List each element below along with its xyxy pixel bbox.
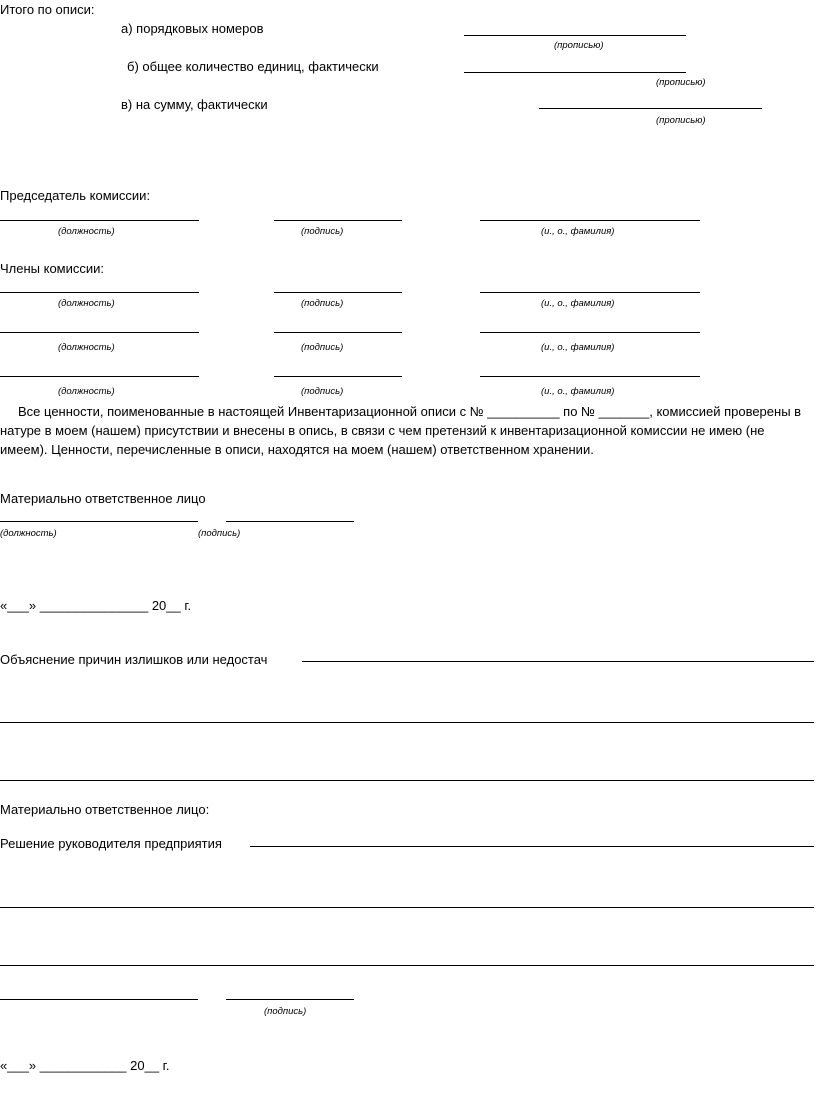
decision-line-2[interactable]: [0, 907, 814, 908]
member-2-name-caption: (и., о., фамилия): [541, 342, 615, 353]
item-b-line[interactable]: [464, 72, 686, 73]
decision-line-3[interactable]: [0, 965, 814, 966]
chairman-signature-line[interactable]: [274, 220, 402, 221]
member-3-name-line[interactable]: [480, 376, 700, 377]
statement-paragraph: Все ценности, поименованные в настоящей Инвентаризационной описи с № __________ по № _______, комиссией проверены в натуре в моем (нашем) присутствии и внесены в опись, в связи с чем претензий к инвентаризационной комиссии не имею (не имеем). Ценности, перечисленные в описи, находятся на моем (нашем) ответственном хранении.: [0, 404, 802, 457]
member-1-signature-line[interactable]: [274, 292, 402, 293]
item-c-caption: (прописью): [656, 115, 706, 126]
member-2-position-caption: (должность): [58, 342, 115, 353]
explanation-line-2[interactable]: [0, 722, 814, 723]
summary-item-b: б) общее количество единиц, фактически: [127, 59, 379, 74]
responsible-signature-caption: (подпись): [198, 528, 241, 539]
member-1-name-line[interactable]: [480, 292, 700, 293]
member-3-signature-caption: (подпись): [301, 386, 344, 397]
member-1-name-caption: (и., о., фамилия): [541, 298, 615, 309]
member-1-position-line[interactable]: [0, 292, 199, 293]
responsible-signature-line[interactable]: [226, 521, 354, 522]
item-b-caption: (прописью): [656, 77, 706, 88]
explanation-label: Объяснение причин излишков или недостач: [0, 652, 268, 667]
decision-signature-line[interactable]: [226, 999, 354, 1000]
chairman-position-line[interactable]: [0, 220, 199, 221]
summary-title: Итого по описи:: [0, 2, 95, 17]
member-2-signature-caption: (подпись): [301, 342, 344, 353]
member-2-signature-line[interactable]: [274, 332, 402, 333]
date-line-2: «___» ____________ 20__ г.: [0, 1058, 170, 1073]
chairman-name-line[interactable]: [480, 220, 700, 221]
responsible-2-label: Материально ответственное лицо:: [0, 802, 210, 817]
decision-signature-caption: (подпись): [264, 1006, 307, 1017]
member-2-position-line[interactable]: [0, 332, 199, 333]
summary-item-c: в) на сумму, фактически: [121, 97, 268, 112]
decision-position-line[interactable]: [0, 999, 198, 1000]
chairman-signature-caption: (подпись): [301, 226, 344, 237]
member-2-name-line[interactable]: [480, 332, 700, 333]
decision-label: Решение руководителя предприятия: [0, 836, 222, 851]
item-a-caption: (прописью): [554, 40, 604, 51]
members-label: Члены комиссии:: [0, 261, 105, 276]
chairman-name-caption: (и., о., фамилия): [541, 226, 615, 237]
member-1-signature-caption: (подпись): [301, 298, 344, 309]
responsible-position-caption: (должность): [0, 528, 57, 539]
item-c-line[interactable]: [539, 108, 762, 109]
decision-line-1[interactable]: [250, 846, 814, 847]
member-1-position-caption: (должность): [58, 298, 115, 309]
member-3-name-caption: (и., о., фамилия): [541, 386, 615, 397]
chairman-label: Председатель комиссии:: [0, 188, 151, 203]
member-3-position-line[interactable]: [0, 376, 199, 377]
member-3-signature-line[interactable]: [274, 376, 402, 377]
date-line-1: «___» _______________ 20__ г.: [0, 598, 192, 613]
explanation-line-3[interactable]: [0, 780, 814, 781]
member-3-position-caption: (должность): [58, 386, 115, 397]
item-a-line[interactable]: [464, 35, 686, 36]
responsible-title: Материально ответственное лицо: [0, 491, 206, 506]
chairman-position-caption: (должность): [58, 226, 115, 237]
summary-item-a: а) порядковых номеров: [121, 21, 264, 36]
responsible-position-line[interactable]: [0, 521, 198, 522]
explanation-line-1[interactable]: [302, 661, 814, 662]
